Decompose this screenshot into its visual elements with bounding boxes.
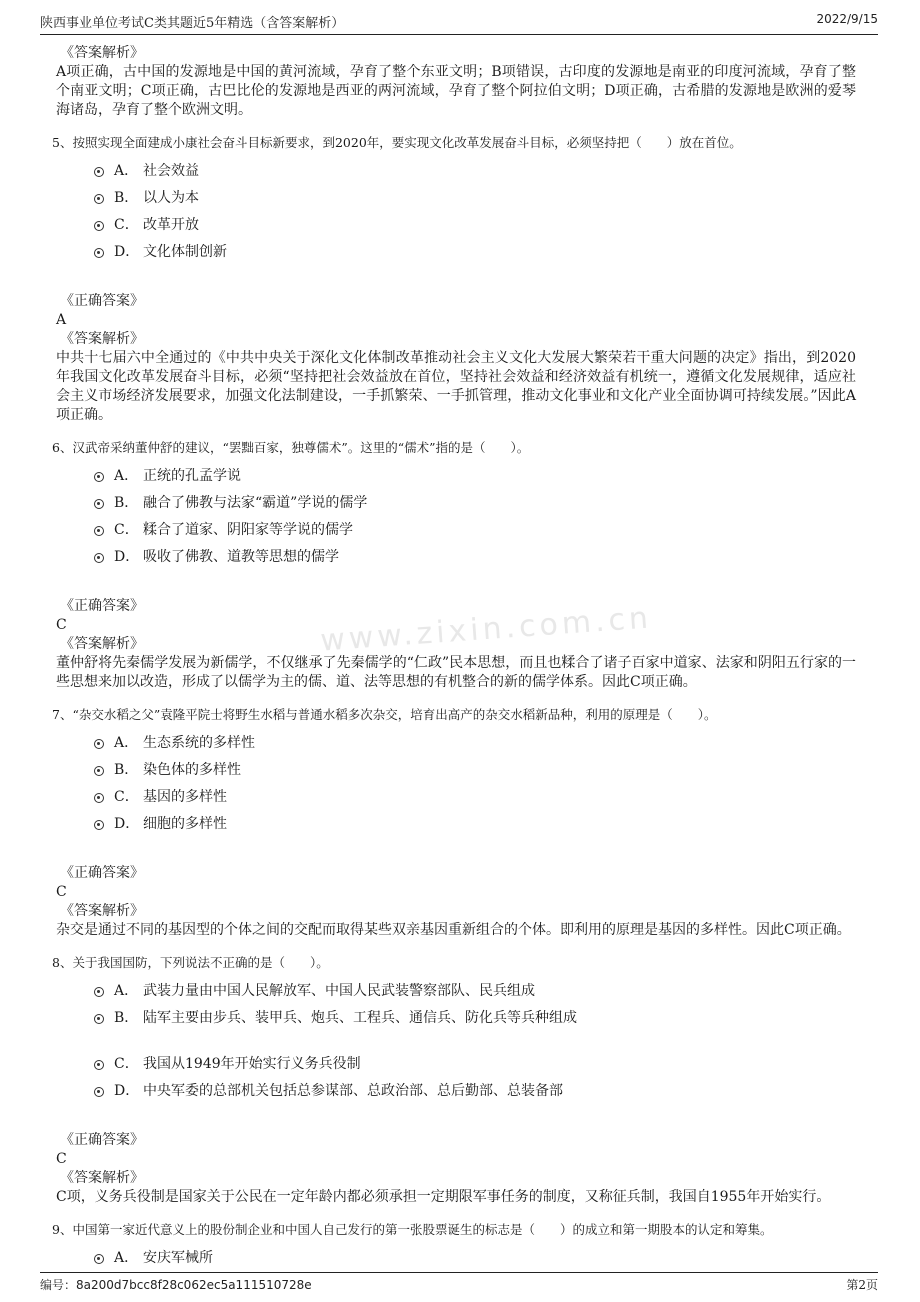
document-date: 2022/9/15 bbox=[816, 12, 878, 26]
option-d[interactable]: D． 细胞的多样性 bbox=[56, 811, 856, 838]
correct-answer-label: 《正确答案》 bbox=[60, 598, 144, 614]
explanation-label: 《答案解析》 bbox=[60, 45, 144, 61]
explanation-text: 杂交是通过不同的基因型的个体之间的交配而取得某些双亲基因重新组合的个体。即利用的原理是基因的多样性。因此C项正确。 bbox=[56, 922, 851, 938]
correct-answer: C bbox=[56, 884, 67, 900]
correct-answer: C bbox=[56, 617, 67, 633]
explanation-text: A项正确，古中国的发源地是中国的黄河流域，孕育了整个东亚文明；B项错误，古印度的发源地是南亚的印度河流域，孕育了整个南亚文明；C项正确，古巴比伦的发源地是西亚的两河流域，孕育了整个阿拉伯文明；D项正确，古希腊的发源地是欧洲的爱琴海诸岛，孕育了整个欧洲文明。 bbox=[56, 64, 856, 118]
correct-answer-label: 《正确答案》 bbox=[60, 293, 144, 309]
correct-answer-label: 《正确答案》 bbox=[60, 865, 144, 881]
page-content bbox=[52, 44, 856, 1272]
radio-icon[interactable] bbox=[94, 194, 104, 204]
correct-answer: A bbox=[56, 312, 67, 328]
option-a[interactable]: A． 正统的孔孟学说 bbox=[56, 463, 856, 490]
document-code: 编号：8a200d7bcc8f28c062ec5a111510728e bbox=[40, 1278, 312, 1292]
radio-icon[interactable] bbox=[94, 766, 104, 776]
radio-icon[interactable] bbox=[94, 793, 104, 803]
question-stem: 9、中国第一家近代意义上的股份制企业和中国人自己发行的第一张股票诞生的标志是（ ）的成立和第一期股本的认定和筹集。 bbox=[52, 1222, 773, 1237]
explanation-label: 《答案解析》 bbox=[60, 1170, 144, 1186]
option-a[interactable]: A． 安庆军械所 bbox=[56, 1245, 856, 1272]
question-stem: 6、汉武帝采纳董仲舒的建议，“罢黜百家，独尊儒术”。这里的“儒术”指的是（ ）。 bbox=[52, 440, 530, 455]
radio-icon[interactable] bbox=[94, 1014, 104, 1024]
option-b[interactable]: B． 染色体的多样性 bbox=[56, 757, 856, 784]
radio-icon[interactable] bbox=[94, 526, 104, 536]
correct-answer: C bbox=[56, 1151, 67, 1167]
correct-answer-label: 《正确答案》 bbox=[60, 1132, 144, 1148]
option-a[interactable]: A． 生态系统的多样性 bbox=[56, 730, 856, 757]
radio-icon[interactable] bbox=[94, 739, 104, 749]
radio-icon[interactable] bbox=[94, 472, 104, 482]
option-b[interactable]: B． 以人为本 bbox=[56, 185, 856, 212]
option-d[interactable]: D． 吸收了佛教、道教等思想的儒学 bbox=[56, 544, 856, 571]
explanation-label: 《答案解析》 bbox=[60, 636, 144, 652]
option-d[interactable]: D． 文化体制创新 bbox=[56, 239, 856, 266]
radio-icon[interactable] bbox=[94, 1060, 104, 1070]
radio-icon[interactable] bbox=[94, 1254, 104, 1264]
radio-icon[interactable] bbox=[94, 499, 104, 509]
option-c[interactable]: C． 糅合了道家、阴阳家等学说的儒学 bbox=[56, 517, 856, 544]
option-c[interactable]: C． 改革开放 bbox=[56, 212, 856, 239]
explanation-label: 《答案解析》 bbox=[60, 903, 144, 919]
option-c[interactable]: C． 基因的多样性 bbox=[56, 784, 856, 811]
radio-icon[interactable] bbox=[94, 167, 104, 177]
option-a[interactable]: A． 社会效益 bbox=[56, 158, 856, 185]
explanation-text: C项，义务兵役制是国家关于公民在一定年龄内都必须承担一定期限军事任务的制度，又称征兵制，我国自1955年开始实行。 bbox=[56, 1189, 831, 1205]
radio-icon[interactable] bbox=[94, 221, 104, 231]
explanation-label: 《答案解析》 bbox=[60, 331, 144, 347]
option-c[interactable]: C． 我国从1949年开始实行义务兵役制 bbox=[56, 1051, 856, 1078]
radio-icon[interactable] bbox=[94, 248, 104, 258]
document-title: 陕西事业单位考试C类其题近5年精选（含答案解析） bbox=[40, 16, 345, 31]
question-stem: 8、关于我国国防，下列说法不正确的是（ ）。 bbox=[52, 955, 329, 970]
explanation-text: 董仲舒将先秦儒学发展为新儒学，不仅继承了先秦儒学的“仁政”民本思想，而且也糅合了诸子百家中道家、法家和阴阳五行家的一些思想来加以改造，形成了以儒学为主的儒、道、法等思想的有机整合的新的儒学体系。因此C项正确。 bbox=[56, 655, 856, 690]
option-b[interactable]: B． 融合了佛教与法家“霸道”学说的儒学 bbox=[56, 490, 856, 517]
question-stem: 7、“杂交水稻之父”袁隆平院士将野生水稻与普通水稻多次杂交，培育出高产的杂交水稻新品种，利用的原理是（ ）。 bbox=[52, 707, 717, 722]
radio-icon[interactable] bbox=[94, 1087, 104, 1097]
watermark: www.zixin.com.cn bbox=[319, 600, 654, 659]
option-a[interactable]: A． 武装力量由中国人民解放军、中国人民武装警察部队、民兵组成 bbox=[56, 978, 856, 1005]
option-b[interactable]: B． 陆军主要由步兵、装甲兵、炮兵、工程兵、通信兵、防化兵等兵种组成 bbox=[56, 1005, 856, 1051]
explanation-text: 中共十七届六中全通过的《中共中央关于深化文化体制改革推动社会主义文化大发展大繁荣若干重大问题的决定》指出，到2020年我国文化改革发展奋斗目标，必须“坚持把社会效益放在首位，坚持社会效益和经济效益有机统一，遵循文化发展规律，适应社会主义市场经济发展要求，加强文化法制建设，一手抓繁荣、一手抓管理，推动文化事业和文化产业全面协调可持续发展。”因此A项正确。 bbox=[56, 350, 856, 423]
page-header bbox=[40, 8, 878, 35]
radio-icon[interactable] bbox=[94, 553, 104, 563]
radio-icon[interactable] bbox=[94, 987, 104, 997]
page-number: 第2页 bbox=[846, 1278, 878, 1292]
radio-icon[interactable] bbox=[94, 820, 104, 830]
question-stem: 5、按照实现全面建成小康社会奋斗目标新要求，到2020年，要实现文化改革发展奋斗目标，必须坚持把（ ）放在首位。 bbox=[52, 135, 742, 150]
page-footer bbox=[40, 1272, 878, 1295]
option-d[interactable]: D． 中央军委的总部机关包括总参谋部、总政治部、总后勤部、总装备部 bbox=[56, 1078, 856, 1105]
